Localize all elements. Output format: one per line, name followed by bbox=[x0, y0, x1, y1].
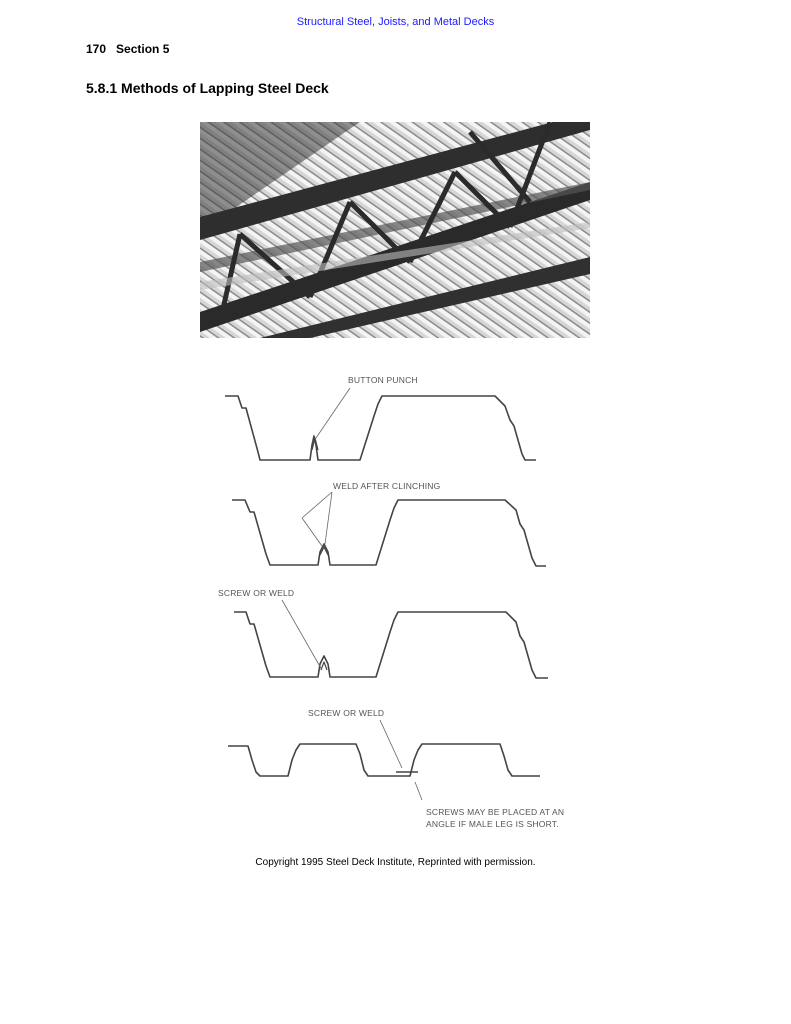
label-screw-or-weld-1: SCREW OR WELD bbox=[218, 588, 295, 598]
page-label bbox=[86, 42, 169, 56]
page-number: 170 bbox=[86, 42, 107, 56]
label-note-line-1: SCREWS MAY BE PLACED AT AN bbox=[426, 807, 565, 817]
section-heading: 5.8.1 Methods of Lapping Steel Deck bbox=[86, 80, 329, 96]
deck-profile-4 bbox=[228, 744, 540, 776]
label-note-line-2: ANGLE IF MALE LEG IS SHORT. bbox=[426, 819, 559, 829]
deck-profile-3 bbox=[234, 612, 548, 678]
label-screw-or-weld-2: SCREW OR WELD bbox=[308, 708, 385, 718]
lap-methods-diagram bbox=[200, 340, 600, 840]
steel-deck-photo bbox=[200, 122, 590, 338]
running-header: Structural Steel, Joists, and Metal Decks bbox=[296, 16, 495, 28]
label-weld-after-clinching: WELD AFTER CLINCHING bbox=[333, 481, 441, 491]
section-label: Section 5 bbox=[116, 42, 170, 56]
copyright-caption: Copyright 1995 Steel Deck Institute, Reprinted with permission. bbox=[255, 857, 536, 868]
deck-profile-2 bbox=[232, 500, 546, 566]
deck-profile-1 bbox=[225, 396, 536, 460]
label-button-punch: BUTTON PUNCH bbox=[348, 375, 418, 385]
